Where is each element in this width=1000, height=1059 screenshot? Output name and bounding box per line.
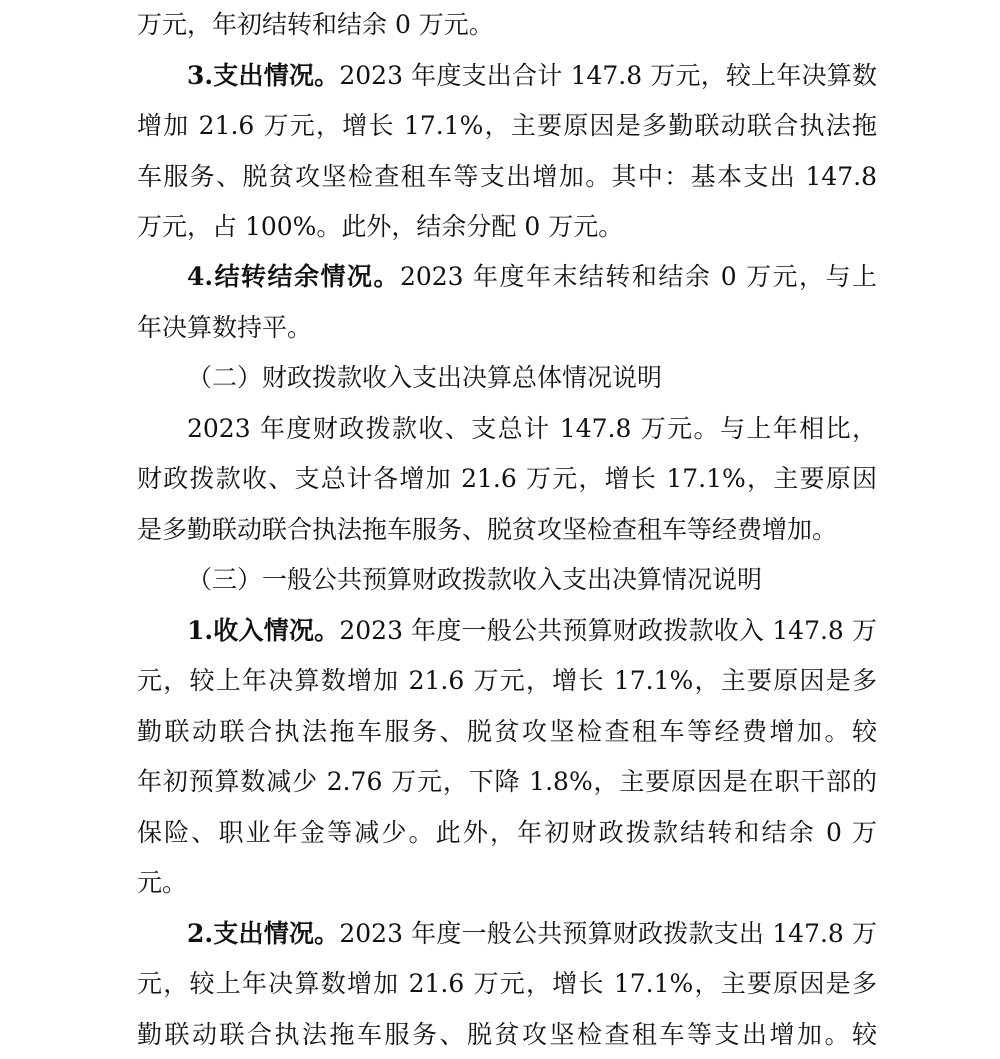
paragraph-line: [137, 462, 877, 496]
line-text: 勤联动联合执法拖车服务、脱贫攻坚检查租车等经费增加。较: [137, 717, 877, 746]
paragraph-line: [187, 614, 877, 648]
line-text: 元，较上年决算数增加 21.6 万元，增长 17.1%，主要原因是多: [137, 666, 877, 695]
paragraph-line: [137, 664, 877, 698]
line-text: 2023 年度支出合计 147.8 万元，较上年决算数: [339, 61, 877, 90]
line-text: 勤联动联合执法拖车服务、脱贫攻坚检查租车等支出增加。较: [137, 1020, 877, 1049]
section-lead: 1.收入情况。: [187, 616, 340, 645]
paragraph-line: [137, 967, 877, 1001]
section-lead: 2.支出情况。: [187, 919, 340, 948]
line-text: 财政拨款收、支总计各增加 21.6 万元，增长 17.1%，主要原因: [137, 464, 877, 493]
paragraph-line: [137, 8, 494, 42]
line-text: 增加 21.6 万元，增长 17.1%，主要原因是多勤联动联合执法拖: [137, 111, 877, 140]
paragraph-line: [137, 715, 877, 749]
paragraph-line: [137, 765, 877, 799]
line-text: 2023 年度财政拨款收、支总计 147.8 万元。与上年相比，: [187, 414, 877, 443]
paragraph-line: [137, 513, 837, 547]
line-text: 2023 年度一般公共预算财政拨款收入 147.8 万: [339, 616, 877, 645]
paragraph-line: [137, 1018, 877, 1052]
heading-text: （三）一般公共预算财政拨款收入支出决算情况说明: [187, 565, 763, 594]
paragraph-line: [137, 160, 877, 194]
paragraph-line: [137, 109, 877, 143]
paragraph-line: [187, 412, 877, 446]
section-heading: [187, 563, 762, 597]
line-text: 是多勤联动联合执法拖车服务、脱贫攻坚检查租车等经费增加。: [137, 515, 838, 544]
paragraph-line: [137, 311, 312, 345]
section-lead: 4.结转结余情况。: [187, 262, 400, 291]
line-text: 保险、职业年金等减少。此外，年初财政拨款结转和结余 0 万: [137, 818, 877, 847]
section-heading: [187, 361, 662, 395]
paragraph-line: [187, 260, 877, 294]
line-text: 万元，占 100%。此外，结余分配 0 万元。: [137, 212, 624, 241]
paragraph-line: [187, 59, 877, 93]
paragraph-line: [137, 866, 187, 900]
line-text: 元，较上年决算数增加 21.6 万元，增长 17.1%，主要原因是多: [137, 969, 877, 998]
line-text: 2023 年度年末结转和结余 0 万元，与上: [399, 262, 878, 291]
paragraph-line: [137, 210, 623, 244]
section-lead: 3.支出情况。: [187, 61, 340, 90]
line-text: 车服务、脱贫攻坚检查租车等支出增加。其中：基本支出 147.8: [137, 162, 877, 191]
line-text: 万元，年初结转和结余 0 万元。: [137, 10, 494, 39]
paragraph-line: [187, 917, 877, 951]
paragraph-line: [137, 816, 877, 850]
line-text: 元。: [137, 868, 188, 897]
line-text: 年决算数持平。: [137, 313, 313, 342]
line-text: 年初预算数减少 2.76 万元，下降 1.8%，主要原因是在职干部的: [137, 767, 877, 796]
line-text: 2023 年度一般公共预算财政拨款支出 147.8 万: [339, 919, 877, 948]
heading-text: （二）财政拨款收入支出决算总体情况说明: [187, 363, 663, 392]
